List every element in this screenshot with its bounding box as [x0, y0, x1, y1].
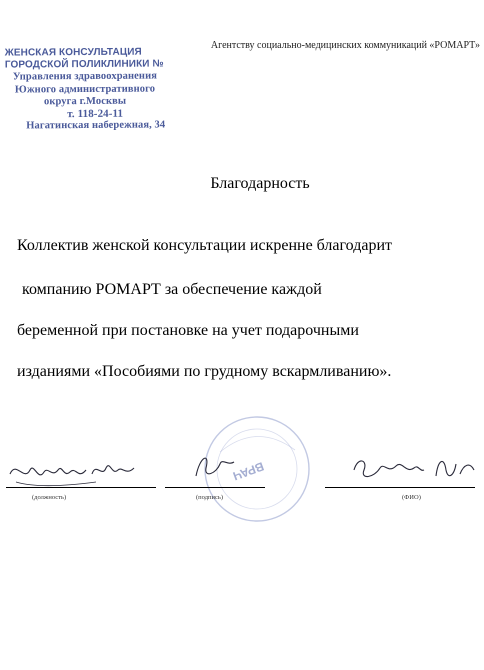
- name-handwriting: [350, 450, 478, 490]
- name-line: [325, 487, 475, 488]
- body-line: изданиями «Пособиями по грудному вскармливанию».: [17, 363, 392, 380]
- name-caption: (ФИО): [402, 494, 421, 501]
- position-handwriting: [6, 452, 146, 497]
- letter-title: Благодарность: [210, 175, 310, 192]
- stamp-line: ГОРОДСКОЙ ПОЛИКЛИНИКИ №: [4, 58, 164, 71]
- body-line: компанию РОМАРТ за обеспечение каждой: [22, 281, 322, 298]
- position-line: [6, 487, 156, 488]
- round-stamp-text: ВРАЧ: [231, 459, 266, 484]
- stamp-line: округа г.Москвы: [43, 95, 127, 108]
- stamp-line: Южного административного: [14, 83, 156, 96]
- body-line: Коллектив женской консультации искренне благодарит: [17, 237, 392, 254]
- stamp-line: ЖЕНСКАЯ КОНСУЛЬТАЦИЯ: [4, 46, 142, 59]
- stamp-address: Нагатинская набережная, 34: [26, 119, 166, 132]
- signature-handwriting: [188, 446, 248, 486]
- position-caption: (должность): [32, 494, 67, 501]
- signature-line: [165, 487, 265, 488]
- organization-stamp: [5, 46, 166, 133]
- stamp-phone: т. 118-24-11: [67, 107, 124, 121]
- signature-caption: (подпись): [196, 494, 223, 501]
- stamp-line: Управления здравоохранения: [12, 70, 158, 83]
- addressee: Агентству социально-медицинских коммуникаций «РОМАРТ»: [210, 40, 480, 51]
- body-line: беременной при постановке на учет подарочными: [17, 322, 359, 339]
